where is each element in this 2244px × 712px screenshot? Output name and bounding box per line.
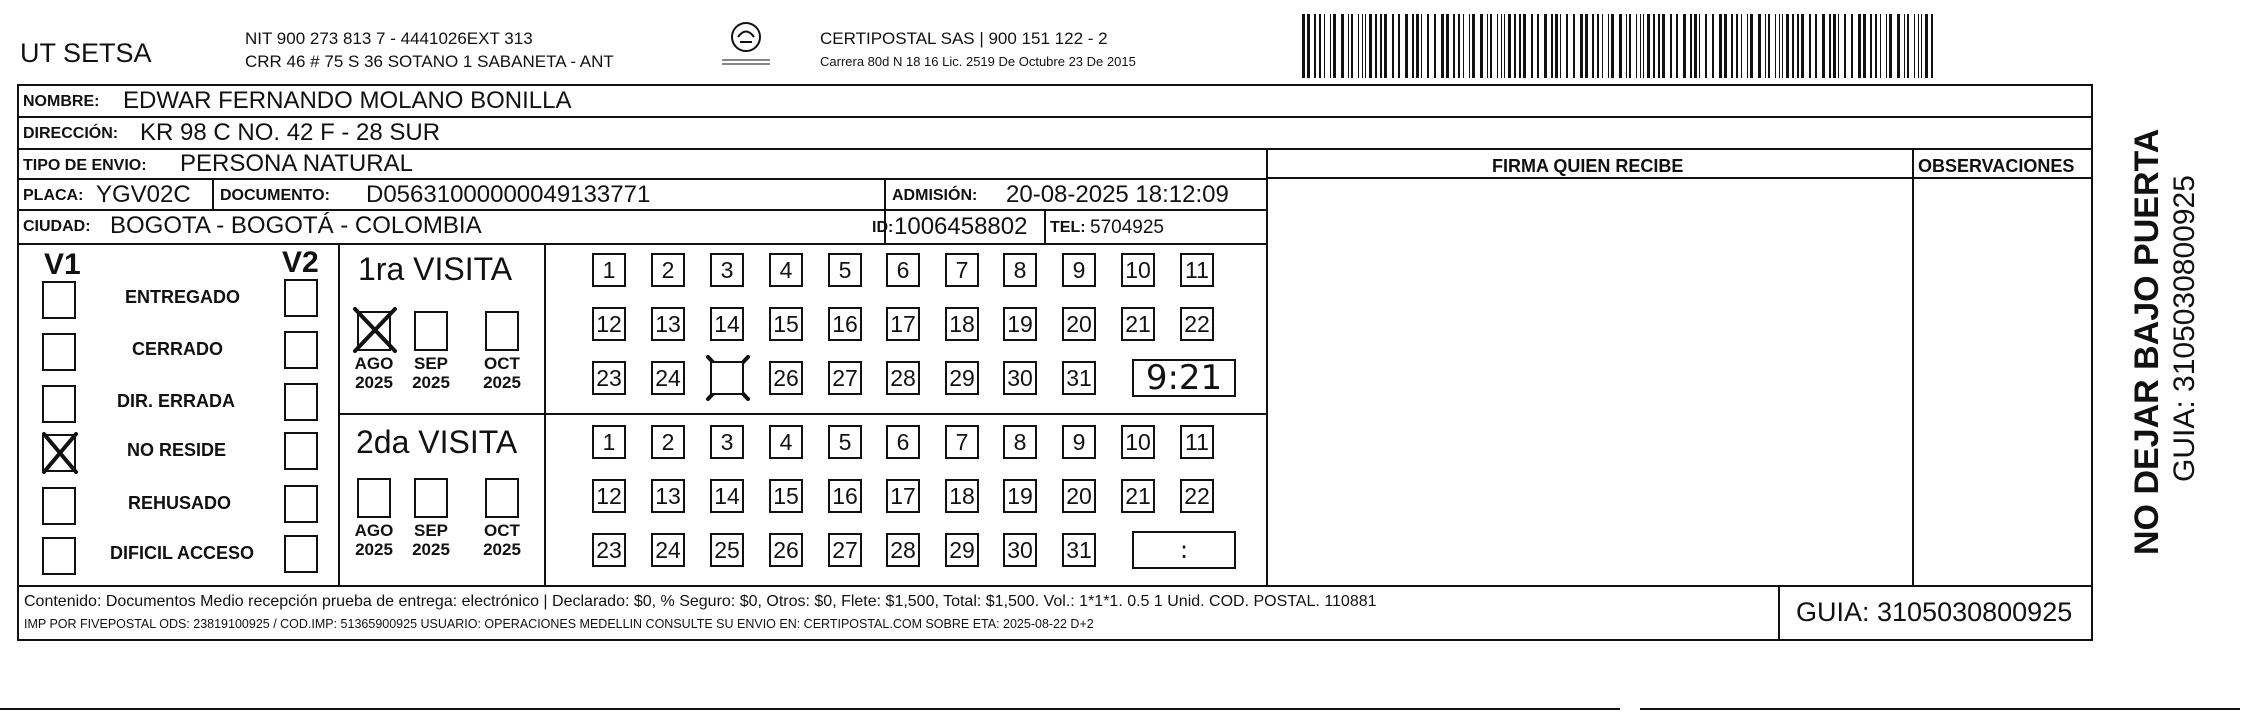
barcode-bar [1573,14,1575,78]
first-visit-title: 1ra VISITA [358,251,513,287]
day-box[interactable]: 30 [1003,361,1037,395]
day-box[interactable]: 19 [1003,479,1037,513]
day-box[interactable]: 3 [710,253,744,287]
barcode-bar [1925,14,1928,78]
day-box[interactable]: 28 [886,361,920,395]
status-option-label: DIR. ERRADA [117,391,236,411]
barcode-bar [1815,14,1817,78]
direccion-value: KR 98 C NO. 42 F - 28 SUR [140,119,441,146]
documento-label: DOCUMENTO: [220,187,330,204]
day-box[interactable]: 23 [592,533,626,567]
barcode-bar [1566,14,1568,78]
day-box[interactable]: 6 [886,425,920,459]
placa-value: YGV02C [96,181,191,208]
barcode-bar [1719,14,1722,78]
day-box[interactable]: 5 [828,425,862,459]
barcode-bar [1441,14,1444,78]
placa-label: PLACA: [23,187,84,204]
barcode-bar [1421,14,1422,78]
day-box[interactable]: 14 [710,307,744,341]
status-option-label: CERRADO [132,339,224,359]
barcode-bar [1775,14,1776,78]
barcode-bar [1365,14,1366,78]
barcode-bar [1863,14,1866,78]
barcode-bar [1904,14,1905,78]
day-box[interactable]: 4 [769,253,803,287]
day-box[interactable]: 18 [945,307,979,341]
barcode-bar [1333,14,1336,78]
v1-checked-mark [40,430,80,476]
day-box[interactable]: 15 [769,307,803,341]
barcode-bar [1921,14,1922,78]
day-box[interactable]: 29 [945,533,979,567]
barcode-bar [1472,14,1475,78]
barcode-bar [1560,14,1561,78]
ciudad-value: BOGOTA - BOGOTÁ - COLOMBIA [110,212,482,239]
month-label: SEP 2025 [412,354,450,392]
barcode-bar [1838,14,1839,78]
nit-line-2: CRR 46 # 75 S 36 SOTANO 1 SABANETA - ANT [245,52,614,71]
day-box[interactable]: 27 [828,533,862,567]
barcode-bar [1416,14,1419,78]
day-box[interactable]: 1 [592,425,626,459]
status-option-label: ENTREGADO [125,287,241,307]
day-box[interactable]: 19 [1003,307,1037,341]
certipostal-line-2: Carrera 80d N 18 16 Lic. 2519 De Octubre 23 De 2015 [820,54,1136,69]
barcode-bar [1792,14,1794,78]
barcode-bar [1779,14,1780,78]
barcode-bar [1875,14,1877,78]
status-option-label: NO RESIDE [127,440,227,460]
day-box[interactable] [710,361,744,395]
barcode-bar [1463,14,1464,78]
barcode-bar [1537,14,1539,78]
barcode-bar [1897,14,1900,78]
barcode-bar [1918,14,1919,78]
admision-value: 20-08-2025 18:12:09 [1006,181,1229,208]
day-box[interactable]: 7 [945,253,979,287]
barcode-bar [1699,14,1700,78]
status-option-label: REHUSADO [128,493,232,513]
barcode-bar [1636,14,1637,78]
barcode-bar [1458,14,1460,78]
day-box[interactable]: 23 [592,361,626,395]
v2-checkbox[interactable] [284,383,318,421]
month-checkbox[interactable] [357,478,391,518]
day-box[interactable]: 13 [651,307,685,341]
v2-header: V2 [282,246,319,279]
barcode-bar [1768,14,1770,78]
barcode-bar [1712,14,1714,78]
tipo-envio-value: PERSONA NATURAL [180,150,413,177]
side-guia: GUIA: 3105030800925 [2168,175,2201,482]
barcode-bar [1531,14,1533,78]
day-box[interactable]: 26 [769,533,803,567]
barcode-bar [1392,14,1394,78]
day-box[interactable]: 31 [1062,361,1096,395]
barcode-bar [1487,14,1488,78]
barcode-bar [1626,14,1627,78]
day-box[interactable]: 24 [651,361,685,395]
barcode-bar [1880,14,1881,78]
month-label: AGO 2025 [354,521,394,559]
barcode-bar [1801,14,1804,78]
barcode-bar [1362,14,1363,78]
barcode-bar [1504,14,1505,78]
day-box[interactable]: 4 [769,425,803,459]
certipostal-line-1: CERTIPOSTAL SAS | 900 151 122 - 2 [820,29,1108,48]
barcode-bar [1750,14,1753,78]
day-box[interactable]: 11 [1180,425,1214,459]
day-box[interactable]: 2 [651,425,685,459]
day-box[interactable]: 27 [828,361,862,395]
barcode-bar [1747,14,1748,78]
month-checkbox[interactable] [414,478,448,518]
day-box[interactable]: 29 [945,361,979,395]
barcode-bar [1731,14,1733,78]
barcode-bar [1886,14,1887,78]
barcode-bar [1602,14,1603,78]
barcode-bar [1358,14,1359,78]
barcode-bar [1453,14,1455,78]
barcode-bar [1670,14,1672,78]
day-box[interactable]: 20 [1062,307,1096,341]
day-box[interactable]: 16 [828,479,862,513]
barcode-bar [1676,14,1678,78]
barcode-bar [1653,14,1655,78]
day-box[interactable]: 21 [1121,307,1155,341]
certipostal-logo-icon [718,20,774,70]
barcode-bar [1647,14,1650,78]
observaciones-header: OBSERVACIONES [1918,156,2075,176]
day-box[interactable]: 15 [769,479,803,513]
v1-checkbox[interactable] [42,537,76,575]
day-box[interactable]: 8 [1003,253,1037,287]
side-no-dejar: NO DEJAR BAJO PUERTA [2128,128,2166,555]
barcode-bar [1870,14,1872,78]
barcode-bar [1446,14,1449,78]
day-box[interactable]: 30 [1003,533,1037,567]
nombre-value: EDWAR FERNANDO MOLANO BONILLA [123,87,572,114]
barcode-bar [1384,14,1387,78]
day-box[interactable]: 24 [651,533,685,567]
firma-header: FIRMA QUIEN RECIBE [1492,156,1684,176]
day-box[interactable]: 3 [710,425,744,459]
day-box[interactable]: 14 [710,479,744,513]
day-box[interactable]: 20 [1062,479,1096,513]
day-box[interactable]: 18 [945,479,979,513]
barcode-bar [1844,14,1846,78]
ciudad-label: CIUDAD: [23,218,91,235]
barcode-bar [1858,14,1861,78]
barcode-bar [1544,14,1547,78]
barcode-bar [1490,14,1492,78]
day-box[interactable]: 1 [592,253,626,287]
barcode-bar [1314,14,1316,78]
day-box[interactable]: 11 [1180,253,1214,287]
direccion-label: DIRECCIÓN: [23,125,119,142]
barcode-bar [1611,14,1614,78]
barcode-bar [1398,14,1400,78]
barcode-bar [1822,14,1825,78]
guia-footer: GUIA: 3105030800925 [1796,597,2073,627]
barcode-bar [1497,14,1498,78]
v1-header: V1 [44,248,81,281]
barcode-bar [1797,14,1799,78]
day-box[interactable]: 12 [592,479,626,513]
status-option-label: DIFICIL ACCESO [110,543,255,563]
tipo-envio-label: TIPO DE ENVIO: [23,157,147,174]
tel-label: TEL: [1050,219,1086,236]
day-box[interactable]: 7 [945,425,979,459]
barcode-bar [1302,14,1305,78]
barcode-bar [1597,14,1599,78]
barcode-bar [1427,14,1429,78]
v2-checkbox[interactable] [284,535,318,573]
month-label: AGO 2025 [354,354,394,392]
barcode-bar [1369,14,1372,78]
barcode-bar [1608,14,1609,78]
barcode-bar [1341,14,1344,78]
second-visit-time[interactable]: : [1132,531,1236,569]
day-box[interactable]: 9 [1062,253,1096,287]
second-visit-title: 2da VISITA [356,424,518,460]
barcode-bar [1412,14,1414,78]
barcode-bar [1348,14,1349,78]
barcode-bar [1690,14,1692,78]
day-box[interactable]: 9 [1062,425,1096,459]
month-checkbox[interactable] [485,311,519,351]
day-box[interactable]: 22 [1180,307,1214,341]
day-box[interactable]: 13 [651,479,685,513]
v1-checkbox[interactable] [42,333,76,371]
barcode-bar [1330,14,1331,78]
id-label: ID: [872,219,894,236]
barcode-bar [1782,14,1783,78]
v2-checkbox[interactable] [284,331,318,369]
barcode-bar [1736,14,1738,78]
nombre-label: NOMBRE: [23,93,100,110]
barcode-bar [1705,14,1707,78]
barcode-bar [1931,14,1933,78]
impresion-text: IMP POR FIVEPOSTAL ODS: 23819100925 / COD.IMP: 51365900925 USUARIO: OPERACIONES MEDELLIN CONSULTE SU ENVIO EN: CERTIPOSTAL.COM SOBRE ETA: 2025-08-22 D+2 [24,617,1094,631]
day-box[interactable]: 17 [886,307,920,341]
barcode-bar [1662,14,1665,78]
barcode-bar [1907,14,1909,78]
v1-checkbox[interactable] [42,281,76,319]
barcode-bar [1592,14,1594,78]
day-box[interactable]: 10 [1121,253,1155,287]
day-box[interactable]: 31 [1062,533,1096,567]
day-box[interactable]: 8 [1003,425,1037,459]
barcode-bar [1480,14,1483,78]
day-box[interactable]: 21 [1121,479,1155,513]
barcode-bar [1619,14,1622,78]
barcode-bar [1829,14,1831,78]
day-box[interactable]: 22 [1180,479,1214,513]
barcode-bar [1551,14,1553,78]
admision-label: ADMISIÓN: [892,187,978,204]
barcode-bar [1585,14,1588,78]
month-label: OCT 2025 [483,521,521,559]
v2-checkbox[interactable] [284,432,318,470]
v1-checkbox[interactable] [42,487,76,525]
barcode-bar [1640,14,1641,78]
day-box[interactable]: 5 [828,253,862,287]
barcode-bar [1508,14,1511,78]
barcode-bar [1741,14,1742,78]
tel-value: 5704925 [1090,217,1164,238]
barcode-bar [1658,14,1660,78]
barcode-bar [1501,14,1502,78]
day-box[interactable]: 26 [769,361,803,395]
barcode-bar [1555,14,1558,78]
day-box[interactable]: 2 [651,253,685,287]
barcode-bar [1375,14,1377,78]
day-box[interactable]: 28 [886,533,920,567]
month-checkbox[interactable] [414,311,448,351]
company-name: UT SETSA [20,38,152,68]
barcode-bar [1519,14,1521,78]
day-box[interactable]: 10 [1121,425,1155,459]
barcode-bar [1683,14,1686,78]
barcode-bar [1580,14,1583,78]
v2-checkbox[interactable] [284,279,318,317]
barcode-bar [1434,14,1436,78]
v1-checkbox[interactable] [42,385,76,423]
month-checkbox[interactable] [485,478,519,518]
day-box[interactable]: 6 [886,253,920,287]
barcode-bar [1809,14,1811,78]
day-box[interactable]: 17 [886,479,920,513]
barcode-bar [1514,14,1516,78]
barcode-bar [1724,14,1727,78]
first-visit-time[interactable]: 9:21 [1132,359,1236,397]
barcode-bar [1889,14,1892,78]
barcode-bar [1629,14,1631,78]
barcode-bar [1307,14,1310,78]
barcode-bar [1765,14,1766,78]
id-value: 1006458802 [894,213,1028,240]
barcode-bar [1786,14,1789,78]
barcode-bar [1319,14,1321,78]
barcode-bar [1351,14,1353,78]
barcode-bar [1324,14,1325,78]
documento-value: D05631000000049133771 [366,181,651,208]
barcode-bar [1914,14,1915,78]
v2-checkbox[interactable] [284,485,318,523]
day-box[interactable]: 12 [592,307,626,341]
barcode-bar [1833,14,1836,78]
barcode-bar [1405,14,1408,78]
barcode-bar [1380,14,1382,78]
day-box[interactable]: 25 [710,533,744,567]
barcode-bar [1523,14,1526,78]
contenido-text: Contenido: Documentos Medio recepción prueba de entrega: electrónico | Declarado: $0, % Seguro: $0, Otros: $0, Flete: $1,500, Total: $1,500. Vol.: 1*1*1. 0.5 1 Unid. COD. POSTAL. 110881 [24,593,1377,610]
barcode-bar [1694,14,1697,78]
barcode-bar [1469,14,1470,78]
month-checked-mark [351,305,399,355]
barcode-bar [1758,14,1761,78]
barcode-bar [1851,14,1853,78]
barcode-bar [1643,14,1644,78]
day-box[interactable]: 16 [828,307,862,341]
barcode [1302,14,1938,78]
month-label: SEP 2025 [412,521,450,559]
month-label: OCT 2025 [483,354,521,392]
nit-line-1: NIT 900 273 813 7 - 4441026EXT 313 [245,29,533,48]
